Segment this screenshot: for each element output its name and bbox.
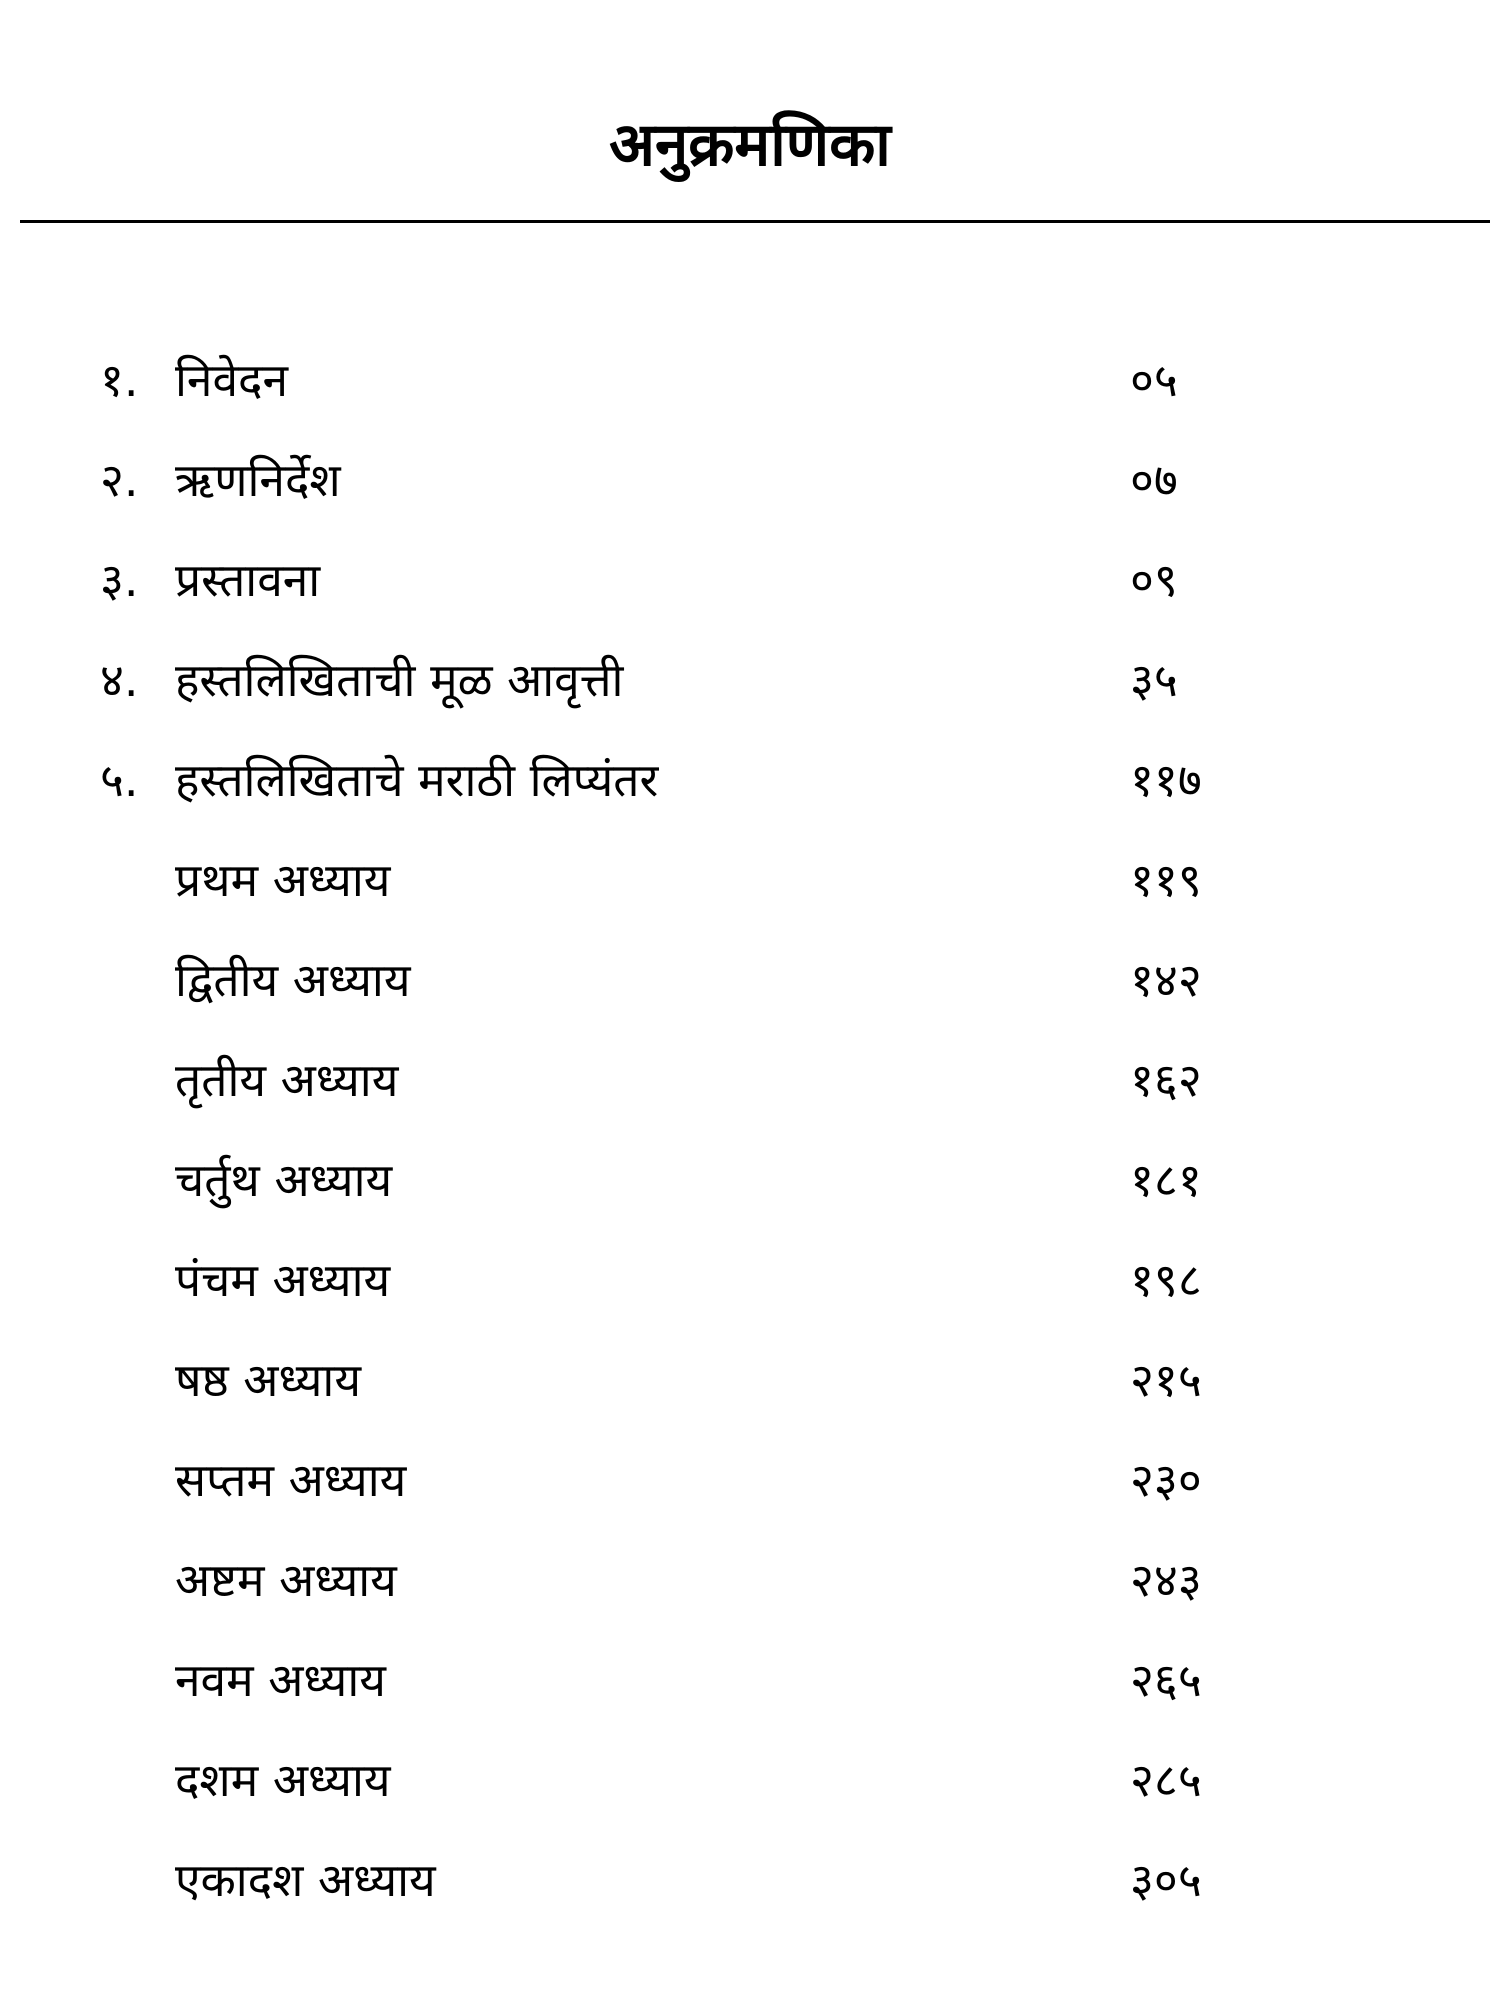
toc-entry xyxy=(0,530,1500,630)
entry-page: ३५ xyxy=(1130,653,1178,707)
entry-page: १६२ xyxy=(1130,1053,1202,1107)
entry-page: ०५ xyxy=(1130,353,1178,407)
toc-entry xyxy=(0,630,1500,730)
entry-title: निवेदन xyxy=(175,353,288,407)
entry-page: २८५ xyxy=(1130,1753,1202,1807)
toc-subentry xyxy=(0,1030,1500,1130)
entry-page: ०९ xyxy=(1130,553,1178,607)
chapter-title: षष्ठ अध्याय xyxy=(175,1353,362,1407)
toc-entry xyxy=(0,430,1500,530)
entry-page: ११९ xyxy=(1130,853,1202,907)
toc-subentry xyxy=(0,1330,1500,1430)
entry-page: २४३ xyxy=(1130,1553,1202,1607)
chapter-title: सप्तम अध्याय xyxy=(175,1453,407,1507)
toc-subentry xyxy=(0,830,1500,930)
chapter-title: तृतीय अध्याय xyxy=(175,1053,399,1107)
entry-page: ३०५ xyxy=(1130,1853,1202,1907)
toc-subentry xyxy=(0,1130,1500,1230)
chapter-title: द्वितीय अध्याय xyxy=(175,953,411,1007)
entry-page: २६५ xyxy=(1130,1653,1202,1707)
toc-entry xyxy=(0,330,1500,430)
entry-title: हस्तलिखिताची मूळ आवृत्ती xyxy=(175,653,624,707)
entry-number: ४. xyxy=(100,653,139,707)
chapter-title: पंचम अध्याय xyxy=(175,1253,391,1307)
toc-subentry xyxy=(0,1730,1500,1830)
entry-page: ०७ xyxy=(1130,453,1178,507)
title-divider xyxy=(20,220,1490,223)
page-title: अनुक्रमणिका xyxy=(609,110,891,180)
entry-title: हस्तलिखिताचे मराठी लिप्यंतर xyxy=(175,753,659,807)
entry-number: ५. xyxy=(100,753,139,807)
entry-page: १९८ xyxy=(1130,1253,1202,1307)
chapter-title: चर्तुथ अध्याय xyxy=(175,1153,393,1207)
toc-subentry xyxy=(0,1230,1500,1330)
toc-subentry xyxy=(0,1630,1500,1730)
toc-subentry xyxy=(0,1830,1500,1930)
entry-number: ३. xyxy=(100,553,139,607)
toc-subentry xyxy=(0,1430,1500,1530)
chapter-title: नवम अध्याय xyxy=(175,1653,386,1707)
entry-title: प्रस्तावना xyxy=(175,553,321,607)
chapter-title: एकादश अध्याय xyxy=(175,1853,436,1907)
toc-entry xyxy=(0,730,1500,830)
entry-number: १. xyxy=(100,353,139,407)
entry-page: १८१ xyxy=(1130,1153,1202,1207)
entry-title: ऋणनिर्देश xyxy=(175,453,341,507)
entry-page: २३० xyxy=(1130,1453,1202,1507)
toc-subentry xyxy=(0,930,1500,1030)
entry-page: २१५ xyxy=(1130,1353,1202,1407)
chapter-title: अष्टम अध्याय xyxy=(175,1553,397,1607)
toc-subentry xyxy=(0,1530,1500,1630)
entry-page: १४२ xyxy=(1130,953,1202,1007)
chapter-title: प्रथम अध्याय xyxy=(175,853,391,907)
entry-page: ११७ xyxy=(1130,753,1202,807)
entry-number: २. xyxy=(100,453,139,507)
chapter-title: दशम अध्याय xyxy=(175,1753,391,1807)
